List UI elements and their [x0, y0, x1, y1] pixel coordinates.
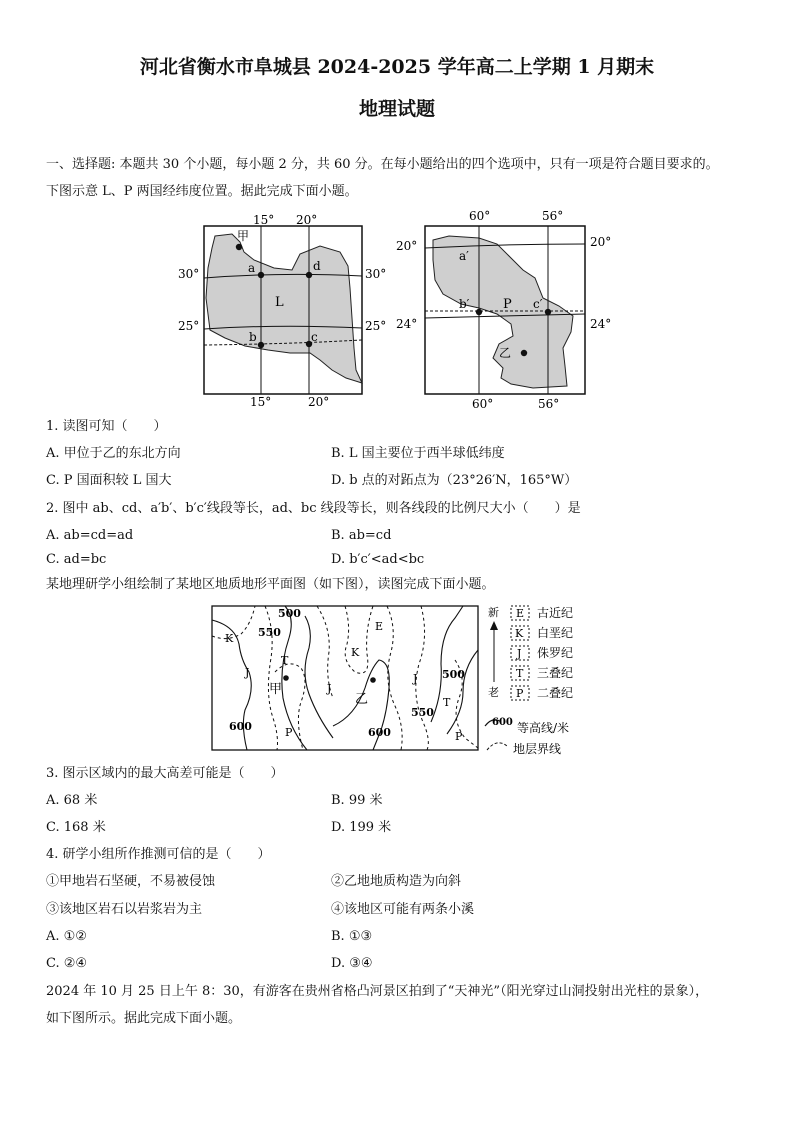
label-yi: 乙	[355, 692, 369, 707]
q2-option-d[interactable]: D. b′c′<ad<bc	[331, 552, 425, 567]
legend-code-K: K	[515, 627, 524, 640]
lon-label-bottom-right: 56°	[538, 397, 560, 408]
point-jia	[236, 244, 242, 250]
q1-option-a[interactable]: A. 甲位于乙的东北方向	[46, 446, 181, 461]
q2-option-b[interactable]: B. ab=cd	[331, 528, 392, 543]
label-c-prime: c′	[533, 297, 543, 311]
point-b	[258, 342, 264, 348]
stratum-E: E	[375, 620, 384, 633]
legend-code-E: E	[516, 607, 525, 620]
contour-label-550-right: 550	[411, 706, 434, 719]
q4-statement-2: ②乙地地质构造为向斜	[331, 874, 462, 889]
legend-new-label: 新	[488, 606, 499, 619]
q2-option-c[interactable]: C. ad=bc	[46, 552, 107, 567]
stratum-T-left: T	[281, 654, 289, 667]
lon-label-bottom-left: 15°	[250, 395, 272, 408]
q4-statement-4: ④该地区可能有两条小溪	[331, 902, 475, 917]
label-P: P	[503, 297, 512, 312]
group1-intro: 下图示意 L、P 两国经纬度位置。据此完成下面小题。	[46, 184, 358, 199]
legend-contour-value: 600	[492, 717, 513, 728]
q4-option-d[interactable]: D. ③④	[331, 956, 373, 971]
stratum-P-right: P	[455, 730, 463, 743]
group2-intro: 某地理研学小组绘制了某地区地质地形平面图（如下图），读图完成下面小题。	[46, 577, 495, 592]
q4-stem: 4. 研学小组所作推测可信的是（ ）	[46, 847, 271, 862]
lat-label-right-bottom: 25°	[365, 319, 387, 333]
stratum-J-middle: J	[327, 682, 332, 695]
q3-option-b[interactable]: B. 99 米	[331, 793, 383, 808]
q3-option-a[interactable]: A. 68 米	[46, 793, 98, 808]
contour-label-550-left: 550	[258, 626, 281, 639]
legend-strata	[511, 605, 573, 700]
q2-stem: 2. 图中 ab、cd、a′b′、b′c′线段等长，ad、bc 线段等长，则各线段的比例尺大小（ ）是	[46, 501, 581, 516]
legend-name-T: 三叠纪	[537, 666, 574, 680]
page-title: 河北省衡水市阜城县 2024-2025 学年高二上学期 1 月期末	[139, 56, 655, 78]
legend-name-J: 侏罗纪	[537, 646, 574, 660]
label-d: d	[313, 259, 321, 273]
lat-label-left-top: 20°	[396, 239, 418, 253]
point-jia	[283, 675, 289, 681]
point-yi	[370, 677, 376, 683]
stratum-K-left: K	[225, 632, 234, 645]
label-b: b	[249, 330, 257, 344]
label-a: a	[248, 261, 256, 275]
stratum-P-left: P	[285, 726, 293, 739]
lat-label-right-top: 30°	[365, 267, 387, 281]
q2-option-a[interactable]: A. ab=cd=ad	[46, 528, 134, 543]
point-a	[258, 272, 264, 278]
arrow-up-icon	[490, 621, 498, 630]
q1-option-c[interactable]: C. P 国面积较 L 国大	[46, 473, 172, 488]
legend-code-P: P	[516, 687, 524, 700]
geology-map	[205, 598, 615, 760]
page-subtitle: 地理试题	[358, 98, 435, 120]
stratum-T-right: T	[443, 696, 451, 709]
label-a-prime: a′	[459, 249, 469, 263]
contour-label-600-middle: 600	[368, 726, 391, 739]
point-b-prime	[476, 309, 482, 315]
lat-label-left-bottom: 25°	[178, 319, 200, 333]
label-L: L	[275, 295, 284, 310]
lon-label-top-right: 20°	[296, 213, 318, 227]
q4-option-c[interactable]: C. ②④	[46, 956, 88, 971]
section-intro: 一、选择题: 本题共 30 个小题，每小题 2 分，共 60 分。在每小题给出的四个选项中，只有一项是符合题目要求的。	[46, 157, 719, 172]
legend-code-J: J	[517, 647, 522, 660]
label-jia: 甲	[237, 229, 250, 243]
point-yi	[521, 350, 527, 356]
q4-statement-3: ③该地区岩石以岩浆岩为主	[46, 902, 203, 917]
point-d	[306, 272, 312, 278]
lat-label-right-top: 20°	[590, 235, 612, 249]
stratum-J-right: J	[413, 672, 418, 685]
q1-stem: 1. 读图可知（ ）	[46, 419, 167, 434]
lon-label-top-left: 15°	[253, 213, 275, 227]
q4-option-a[interactable]: A. ①②	[46, 929, 87, 944]
q3-option-d[interactable]: D. 199 米	[331, 820, 392, 835]
legend-contour-text: 等高线/米	[517, 721, 570, 735]
label-b-prime: b′	[459, 297, 470, 311]
map-L	[170, 208, 395, 408]
label-jia: 甲	[269, 682, 283, 697]
q3-option-c[interactable]: C. 168 米	[46, 820, 106, 835]
legend-code-T: T	[516, 667, 524, 680]
contour-label-600-left: 600	[229, 720, 252, 733]
point-c-prime	[545, 309, 551, 315]
country-L-shape	[206, 234, 362, 383]
lat-label-left-bottom: 24°	[396, 317, 418, 331]
legend-name-P: 二叠纪	[537, 686, 574, 700]
country-P-shape	[433, 236, 573, 388]
lon-label-top-right: 56°	[542, 209, 564, 223]
q1-option-d[interactable]: D. b 点的对跖点为（23°26′N，165°W）	[331, 473, 578, 488]
lon-label-bottom-left: 60°	[472, 397, 494, 408]
q3-stem: 3. 图示区域内的最大高差可能是（ ）	[46, 766, 284, 781]
stratum-J-left: J	[245, 666, 250, 679]
group3-intro-line2: 如下图所示。据此完成下面小题。	[46, 1011, 242, 1026]
lon-label-top-left: 60°	[469, 209, 491, 223]
group3-intro-line1: 2024 年 10 月 25 日上午 8：30，有游客在贵州省格凸河景区拍到了“天神光”（阳光穿过山洞投射出光柱的景象），	[46, 984, 709, 999]
stratum-K-middle: K	[351, 646, 360, 659]
label-c: c	[311, 330, 318, 344]
legend-name-E: 古近纪	[537, 606, 574, 620]
q4-statement-1: ①甲地岩石坚硬，不易被侵蚀	[46, 874, 216, 889]
lat-label-right-bottom: 24°	[590, 317, 612, 331]
q4-option-b[interactable]: B. ①③	[331, 929, 373, 944]
legend-boundary-text: 地层界线	[513, 742, 562, 756]
legend-old-label: 老	[488, 686, 499, 699]
q1-option-b[interactable]: B. L 国主要位于西半球低纬度	[331, 446, 505, 461]
contour-label-500-top: 500	[278, 607, 301, 620]
contour-label-500-right: 500	[442, 668, 465, 681]
legend-name-K: 白垩纪	[537, 626, 574, 640]
map-P	[393, 208, 623, 408]
label-yi: 乙	[499, 346, 512, 360]
lon-label-bottom-right: 20°	[308, 395, 330, 408]
lat-label-left-top: 30°	[178, 267, 200, 281]
